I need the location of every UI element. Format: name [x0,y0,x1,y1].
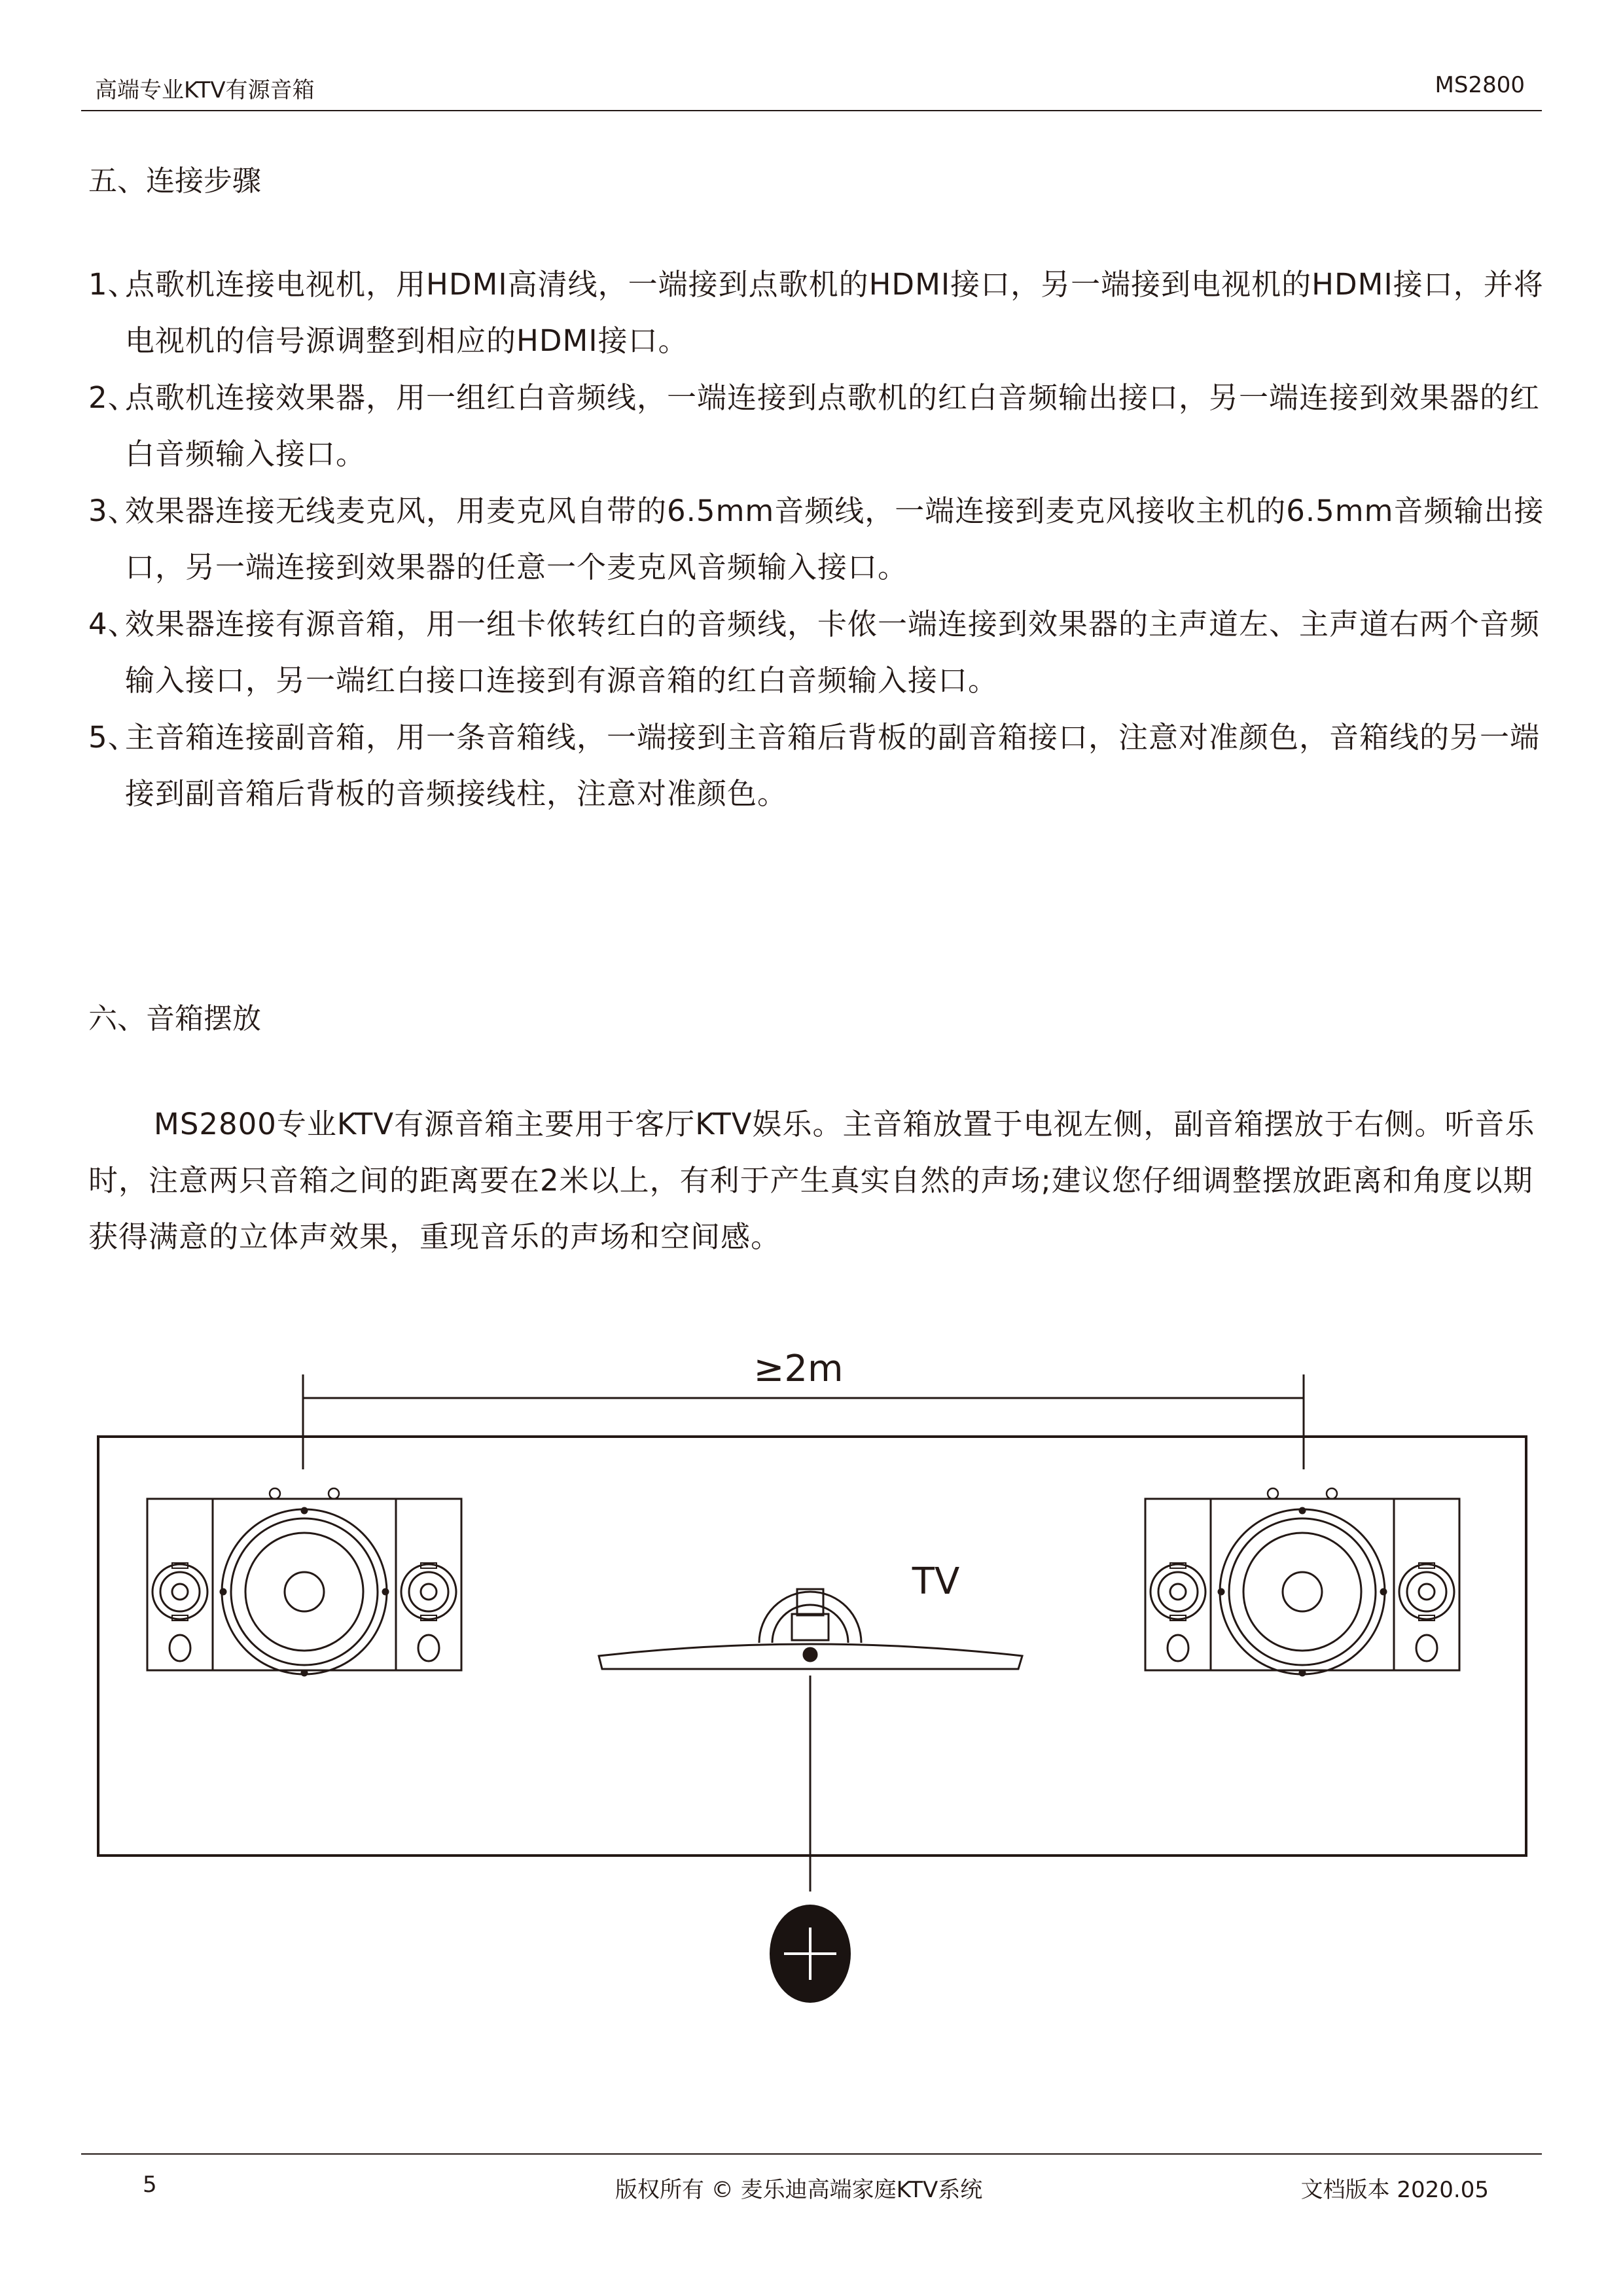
step-number: 3、 [88,493,138,528]
distance-dimension [303,1348,1304,1469]
step-number: 2、 [88,380,138,415]
section-5-heading: 五、连接步骤 [88,164,261,198]
document-version: 文档版本 2020.05 [1300,2177,1489,2203]
distance-label: ≥2m [753,1348,844,1390]
page-number: 5 [143,2172,157,2198]
header-title: 高端专业KTV有源音箱 [95,77,315,103]
step-text: 主音箱连接副音箱，用一条音箱线，一端接到主音箱后背板的副音箱接口，注意对准颜色，音箱线的另一端接到副音箱后背板的音频接线柱，注意对准颜色。 [125,720,1541,811]
tv-label: TV [912,1560,960,1603]
placement-paragraph: MS2800专业KTV有源音箱主要用于客厅KTV娱乐。主音箱放置于电视左侧，副音箱摆放于右侧。听音乐时，注意两只音箱之间的距离要在2米以上，有利于产生真实自然的声场;建议您仔细调整摆放距离和角度以期获得满意的立体声效果，重现音乐的声场和空间感。 [88,1107,1535,1254]
footer-divider [81,2153,1542,2155]
listener-marker [770,1905,851,2003]
step-text: 点歌机连接效果器，用一组红白音频线，一端连接到点歌机的红白音频输出接口，另一端连接到效果器的红白音频输入接口。 [125,380,1541,471]
step-text: 点歌机连接电视机，用HDMI高清线，一端接到点歌机的HDMI接口，另一端接到电视机的HDMI接口，并将电视机的信号源调整到相应的HDMI接口。 [125,267,1544,358]
left-speaker [147,1488,461,1676]
step-text: 效果器连接无线麦克风，用麦克风自带的6.5mm音频线，一端连接到麦克风接收主机的6.5mm音频输出接口，另一端连接到效果器的任意一个麦克风音频输入接口。 [125,493,1544,584]
right-speaker [1145,1488,1459,1676]
tv-icon [599,1560,1022,1669]
section-6-heading: 六、音箱摆放 [88,1002,261,1035]
step-number: 4、 [88,607,138,641]
step-text: 效果器连接有源音箱，用一组卡侬转红白的音频线，卡侬一端连接到效果器的主声道左、主声道右两个音频输入接口，另一端红白接口连接到有源音箱的红白音频输入接口。 [125,607,1541,698]
step-number: 1、 [88,267,138,302]
copyright: 版权所有 © 麦乐迪高端家庭KTV系统 [615,2177,983,2203]
header-model: MS2800 [1435,72,1525,98]
step-number: 5、 [88,720,138,755]
